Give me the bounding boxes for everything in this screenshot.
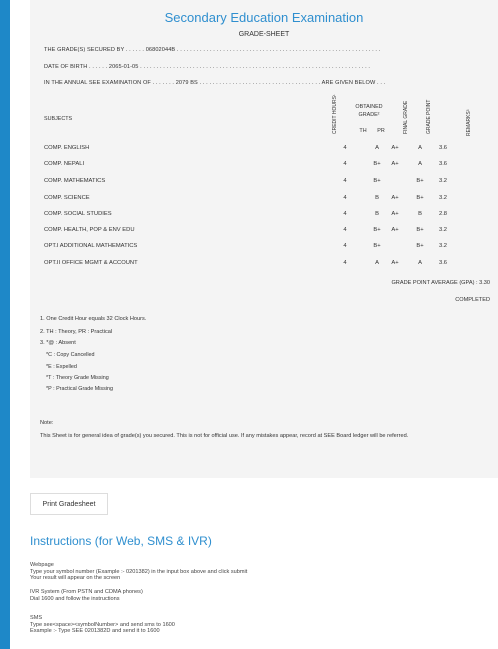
pr-grade-cell: A+	[391, 227, 399, 233]
pr-grade-cell: A+	[391, 195, 399, 201]
subject-cell: COMP. SOCIAL STUDIES	[44, 211, 112, 217]
credit-hours-cell: 4	[343, 211, 347, 217]
final-grade-cell: A	[418, 145, 422, 151]
subject-cell: COMP. NEPALI	[44, 161, 85, 167]
subjects-header: SUBJECTS	[44, 116, 73, 122]
remarks-header: REMARKS³	[466, 109, 472, 136]
grade-point-cell: 3.2	[438, 178, 448, 184]
gpa-summary: GRADE POINT AVERAGE (GPA) : 3.30	[391, 280, 490, 286]
credit-hours-header: CREDIT HOURS¹	[332, 94, 338, 134]
final-grade-cell: B+	[416, 243, 424, 249]
web-instructions	[30, 562, 247, 582]
final-grade-cell: B+	[416, 195, 424, 201]
obtained-grade-header: OBTAINED GRADE²	[355, 104, 383, 118]
footnote-credit-hour: 1. One Credit Hour equals 32 Clock Hours.	[40, 316, 147, 322]
grade-point-cell: 2.8	[438, 211, 448, 217]
grade-point-cell: 3.6	[438, 260, 448, 266]
pr-header: PR	[377, 128, 385, 134]
date-of-birth-line: DATE OF BIRTH . . . . . . 2065-01-05 . . . . . . . . . . . . . . . . . . . . . . . . . . . . . . . . . . . . . . . . . . . . . . . . . . . . . . . . . . . . . . . . . . . . . .	[44, 64, 371, 70]
final-grade-header: FINAL GRADE	[403, 100, 409, 134]
subject-cell: COMP. SCIENCE	[44, 195, 90, 201]
grade-point-cell: 3.6	[438, 161, 448, 167]
page-title: Secondary Education Examination	[164, 10, 364, 25]
credit-hours-cell: 4	[343, 178, 347, 184]
table-row	[44, 227, 488, 237]
credit-hours-cell: 4	[343, 161, 347, 167]
ivr-step-1: Dial 1600 and follow the instructions	[30, 595, 120, 602]
table-row	[44, 178, 488, 188]
pr-grade-cell: A+	[391, 161, 399, 167]
final-grade-cell: A	[418, 260, 422, 266]
table-row	[44, 195, 488, 205]
sms-step-2: Example :- Type SEE 0201382D and send it to 1600	[30, 628, 160, 634]
sms-title: SMS	[30, 615, 43, 621]
subject-cell: COMP. ENGLISH	[44, 145, 90, 151]
credit-hours-cell: 4	[343, 195, 347, 201]
subject-cell: COMP. MATHEMATICS	[44, 178, 106, 184]
th-grade-cell: B	[375, 195, 379, 201]
status-text: COMPLETED	[455, 297, 490, 303]
print-gradesheet-button[interactable]: Print Gradesheet	[30, 493, 108, 515]
th-grade-cell: A	[375, 145, 379, 151]
grade-point-cell: 3.2	[438, 195, 448, 201]
grade-secured-line: THE GRADE(S) SECURED BY . . . . . . 06802044B . . . . . . . . . . . . . . . . . . . . . . . . . . . . . . . . . . . . . . . . . . . . . . . . . . . . . . . . . . . . . .	[44, 47, 381, 53]
th-grade-cell: B+	[373, 227, 381, 233]
note-label: Note:	[40, 420, 54, 426]
credit-hours-cell: 4	[343, 260, 347, 266]
pr-grade-cell: A+	[391, 211, 399, 217]
table-row	[44, 161, 488, 171]
th-grade-cell: B	[375, 211, 379, 217]
th-grade-cell: B+	[373, 178, 381, 184]
credit-hours-cell: 4	[343, 227, 347, 233]
final-grade-cell: A	[418, 161, 422, 167]
instructions-title: Instructions (for Web, SMS & IVR)	[30, 534, 212, 548]
credit-hours-cell: 4	[343, 243, 347, 249]
grade-point-cell: 3.2	[438, 227, 448, 233]
ivr-instructions	[30, 589, 143, 602]
web-step-2: Your result will appear on the screen	[30, 575, 121, 581]
web-step-1: Type your symbol number (Example :- 0201382) in the input box above and click submit	[30, 568, 248, 575]
final-grade-cell: B+	[416, 227, 424, 233]
pr-grade-cell: A+	[391, 260, 399, 266]
credit-hours-cell: 4	[343, 145, 347, 151]
grade-point-cell: 3.6	[438, 145, 448, 151]
legend-practical-missing: *P : Practical Grade Missing	[46, 386, 114, 392]
table-row	[44, 211, 488, 221]
grade-point-header: GRADE POINT	[426, 99, 432, 134]
subject-cell: OPT.I ADDITIONAL MATHEMATICS	[44, 243, 138, 249]
note-text: This Sheet is for general idea of grade(s) you secured. This is not for official use. If any mistakes appear, record at SEE Board ledger will be referred.	[40, 433, 409, 439]
sms-instructions	[30, 615, 175, 635]
sms-step-1: Type see<space><symbolNumber> and send sms to 1600	[30, 621, 175, 628]
sheet-subtitle: GRADE-SHEET	[238, 31, 290, 38]
subject-cell: OPT.II OFFICE MGMT & ACCOUNT	[44, 260, 138, 266]
legend-theory-missing: *T : Theory Grade Missing	[46, 375, 109, 381]
table-row	[44, 260, 488, 270]
th-grade-cell: A	[375, 260, 379, 266]
footnote-th-pr: 2. TH : Theory, PR : Practical	[40, 329, 113, 335]
legend-copy-cancelled: *C : Copy Cancelled	[46, 352, 95, 358]
th-grade-cell: B+	[373, 161, 381, 167]
exam-line: IN THE ANNUAL SEE EXAMINATION OF . . . . . . . 2079 BS . . . . . . . . . . . . . . . . . . . . . . . . . . . . . . . . . . . . . ARE GIVEN BELOW . . .	[44, 80, 386, 86]
final-grade-cell: B	[418, 211, 422, 217]
pr-grade-cell: A+	[391, 145, 399, 151]
final-grade-cell: B+	[416, 178, 424, 184]
subject-cell: COMP. HEALTH, POP & ENV EDU	[44, 227, 135, 233]
table-row	[44, 145, 488, 155]
table-row	[44, 243, 488, 253]
ivr-title: IVR System (From PSTN and CDMA phones)	[30, 589, 143, 595]
th-grade-cell: B+	[373, 243, 381, 249]
left-accent-bar	[0, 0, 10, 649]
grade-point-cell: 3.2	[438, 243, 448, 249]
th-header: TH	[359, 128, 367, 134]
legend-expelled: *E : Expelled	[46, 364, 77, 370]
footnote-absent: 3. *@ : Absent	[40, 340, 76, 346]
web-title: Webpage	[30, 562, 54, 568]
grade-sheet	[30, 0, 498, 478]
